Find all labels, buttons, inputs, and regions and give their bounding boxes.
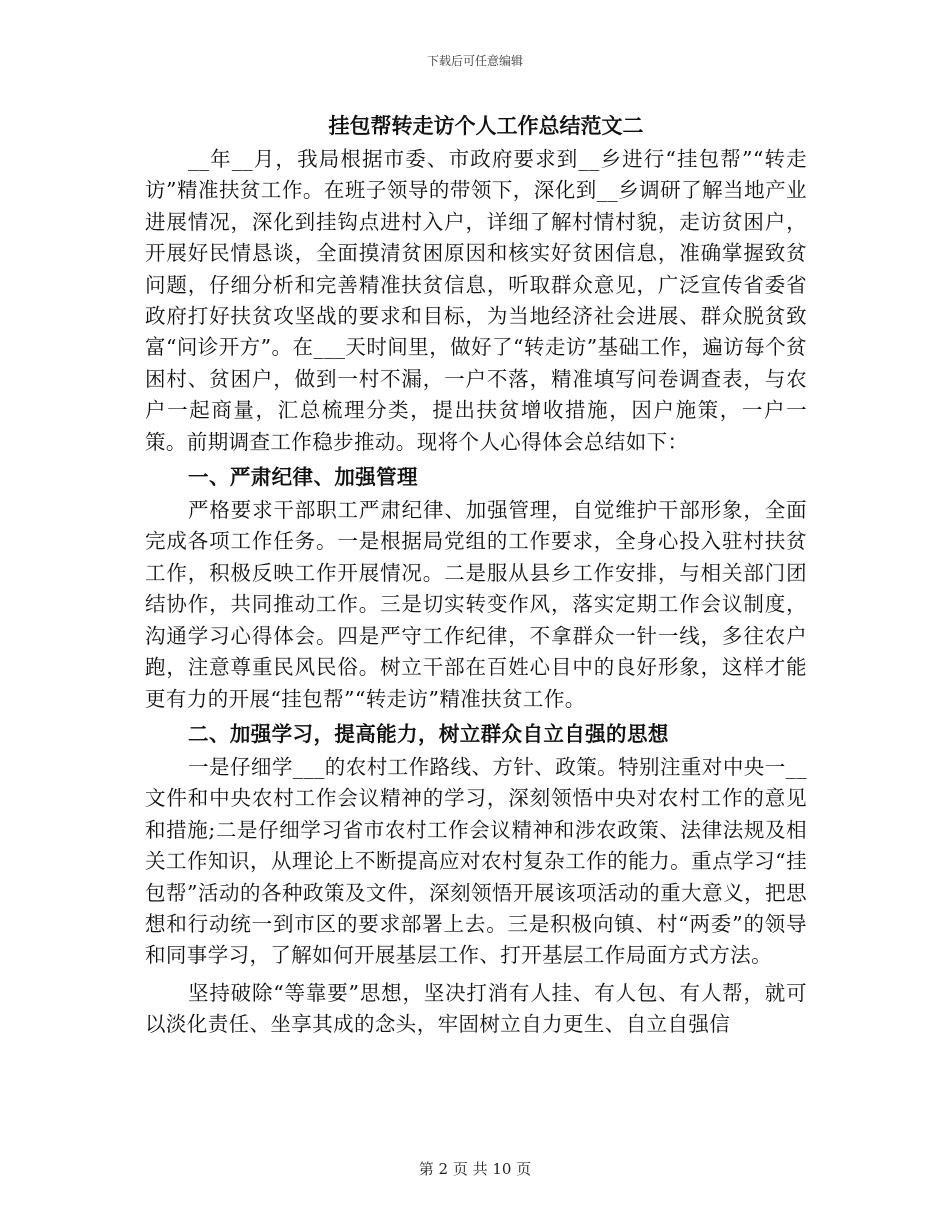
- document-title: 挂包帮转走访个人工作总结范文二: [328, 113, 644, 138]
- section-1-heading: 一、严肃纪律、加强管理: [188, 465, 418, 490]
- section-2-heading: 二、加强学习，提高能力，树立群众自立自强的思想: [188, 721, 669, 746]
- header-note: 下载后可任意编辑: [426, 54, 523, 68]
- section-2-paragraph-1: 一是仔细学___的农村工作路线、方针、政策。特别注重对中央一__文件和中央农村工作会议精神的学习，深刻领悟中央对农村工作的意见和措施;二是仔细学习省市农村工作会议精神和涉农政策、法律法规及相关工作知识，从理论上不断提高应对农村复杂工作的能力。重点学习“挂包帮”活动的各种政策及文件，深刻领悟开展该项活动的重大意义，把思想和行动统一到市区的要求部署上去。三是积极向镇、村“两委”的领导和同事学习，了解如何开展基层工作、打开基层工作局面方式方法。: [145, 754, 807, 968]
- section-2-paragraph-2: 坚持破除“等靠要”思想，坚决打消有人挂、有人包、有人帮，就可以淡化责任、坐享其成的念头，牢固树立自力更生、自立自强信: [145, 980, 807, 1037]
- section-1-paragraph: 严格要求干部职工严肃纪律、加强管理，自觉维护干部形象，全面完成各项工作任务。一是根据局党组的工作要求，全身心投入驻村扶贫工作，积极反映工作开展情况。二是服从县乡工作安排，与相关部门团结协作，共同推动工作。三是切实转变作风，落实定期工作会议制度，沟通学习心得体会。四是严守工作纪律，不拿群众一针一线，多往农户跑，注意尊重民风民俗。树立干部在百姓心目中的良好形象，这样才能更有力的开展“挂包帮”“转走访”精准扶贫工作。: [145, 498, 807, 711]
- page-footer: 第 2 页 共 10 页: [418, 1160, 532, 1178]
- intro-paragraph: __年__月，我局根据市委、市政府要求到__乡进行“挂包帮”“转走访”精准扶贫工作。在班子领导的带领下，深化到__乡调研了解当地产业进展情况，深化到挂钩点进村入户，详细了解村情村貌，走访贫困户，开展好民情恳谈，全面摸清贫困原因和核实好贫困信息，准确掌握致贫问题，仔细分析和完善精准扶贫信息，听取群众意见，广泛宣传省委省政府打好扶贫攻坚战的要求和目标，为当地经济社会进展、群众脱贫致富“问诊开方”。在___天时间里，做好了“转走访”基础工作，遍访每个贫困村、贫困户，做到一村不漏，一户不落，精准填写问卷调查表，与农户一起商量，汇总梳理分类，提出扶贫增收措施，因户施策，一户一策。前期调查工作稳步推动。现将个人心得体会总结如下：: [145, 147, 807, 454]
- document-body: [145, 108, 807, 1041]
